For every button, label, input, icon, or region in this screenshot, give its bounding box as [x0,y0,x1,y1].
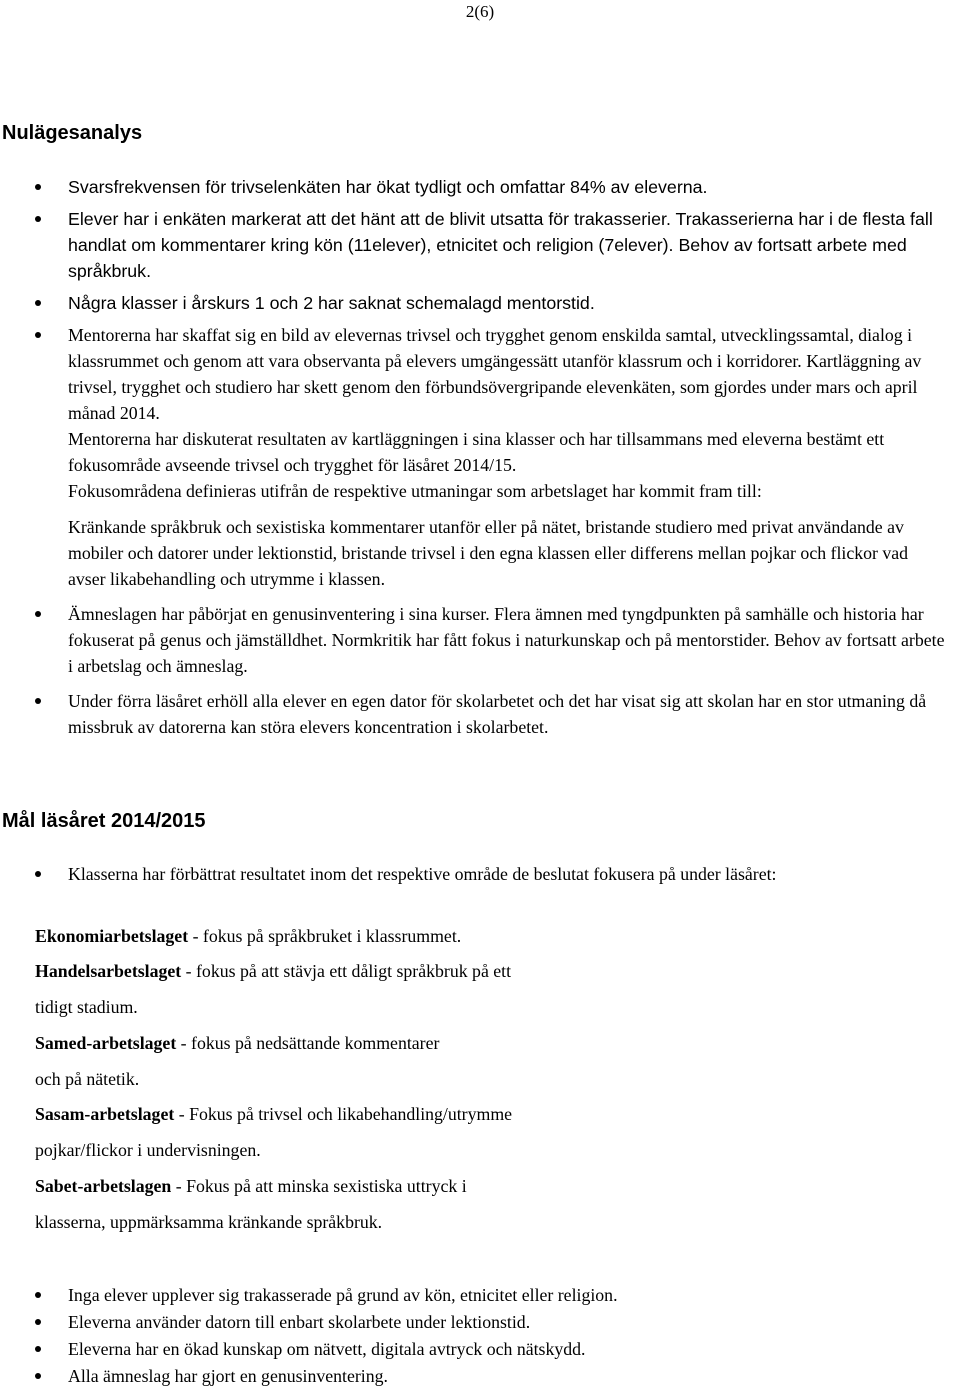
list-item [0,206,948,284]
list-item-text: Inga elever upplever sig trakasserade på grund av kön, etnicitet eller religion. [68,1285,618,1305]
list-item-text: Elever har i enkäten markerat att det hänt att de blivit utsatta för trakasserier. Trakasserierna har i de flesta fall handlat om kommentarer kring kön (11elever), etnicitet och religion (7elever). Behov av fortsatt arbete med språkbruk. [68,209,933,281]
page-number: 2(6) [465,2,495,21]
list-item-text: Svarsfrekvensen för trivselenkäten har ökat tydligt och omfattar 84% av eleverna. [68,177,708,197]
team-goal [35,1025,735,1097]
team-goal [35,953,735,1025]
section-title-mal: Mål läsåret 2014/2015 [2,810,206,832]
team-goal-text: klasserna, uppmärksamma kränkande språkbruk. [35,1212,383,1232]
goals-list [0,1282,948,1390]
list-item [0,1363,948,1390]
team-name: Sabet-arbetslagen [35,1176,172,1196]
goal-intro-list [0,861,948,887]
list-item [0,1336,948,1363]
list-item [0,861,948,887]
list-item [0,688,948,740]
team-goal-text: - Fokus på att minska sexistiska uttryck i [171,1176,467,1196]
analysis-list [0,174,948,740]
team-goal-text: - fokus på att stävja ett dåligt språkbruk på ett [181,961,512,981]
team-goal-text: - fokus på nedsättande kommentarer [176,1033,440,1053]
list-item-text: Klasserna har förbättrat resultatet inom det respektive område de beslutat fokusera på under läsåret: [68,864,777,884]
team-name: Ekonomiarbetslaget [35,926,189,946]
list-item-text: Eleverna använder datorn till enbart skolarbete under lektionstid. [68,1312,531,1332]
list-item-text: Mentorerna har skaffat sig en bild av elevernas trivsel och trygghet genom enskilda samtal, utvecklingssamtal, dialog i klassrummet och genom att vara observanta på elevers umgängessätt utanför klassrum och i korridorer. Kartläggning av trivsel, trygghet och studiero har skett genom den förbundsövergripande elevenkäten, som gjordes under mars och april månad 2014. [68,325,922,423]
team-goal-text: och på nätetik. [35,1069,140,1089]
team-goal-text: tidigt stadium. [35,997,138,1017]
team-goal-text: - fokus på språkbruket i klassrummet. [188,926,462,946]
list-item-text: Mentorerna har diskuterat resultaten av kartläggningen i sina klasser och har tillsammans med eleverna bestämt ett fokusområde avseende trivsel och trygghet för läsåret 2014/15. [68,429,885,475]
list-item-text: Kränkande språkbruk och sexistiska kommentarer utanför eller på nätet, bristande studiero med privat användande av mobiler och datorer under lektionstid, bristande trivsel i den egna klassen eller differens mellan pojkar och flickor vad avser likabehandling och utrymme i klassen. [68,517,909,589]
list-item-text: Eleverna har en ökad kunskap om nätvett, digitala avtryck och nätskydd. [68,1339,586,1359]
list-item [0,601,948,679]
list-item-text: Alla ämneslag har gjort en genusinventering. [68,1366,388,1386]
list-item [0,174,948,200]
list-item [0,290,948,316]
team-goal [35,1096,735,1168]
list-item [0,322,948,592]
team-name: Handelsarbetslaget [35,961,182,981]
list-item [0,1309,948,1336]
team-goal-text: pojkar/flickor i undervisningen. [35,1140,261,1160]
section-title-nulagesanalys: Nulägesanalys [2,122,143,144]
list-item-text: Några klasser i årskurs 1 och 2 har saknat schemalagd mentorstid. [68,293,595,313]
list-item-text: Under förra läsåret erhöll alla elever en egen dator för skolarbetet och det har visat sig att skolan har en stor utmaning då missbruk av datorerna kan störa elevers koncentration i skolarbetet. [68,691,927,737]
team-name: Samed-arbetslaget [35,1033,177,1053]
team-name: Sasam-arbetslaget [35,1104,175,1124]
team-goal-text: - Fokus på trivsel och likabehandling/utrymme [174,1104,513,1124]
list-item-text: Ämneslagen har påbörjat en genusinventering i sina kurser. Flera ämnen med tyngdpunkten på samhälle och historia har fokuserat på genus och jämställdhet. Normkritik har fått fokus i naturkunskap och på mentorstider. Behov av fortsatt arbete i arbetslag och ämneslag. [68,604,945,676]
team-goal [35,918,735,954]
list-item-text: Fokusområdena definieras utifrån de respektive utmaningar som arbetslaget har kommit fram till: [68,481,762,501]
team-goal [35,1168,735,1240]
list-item [0,1282,948,1309]
